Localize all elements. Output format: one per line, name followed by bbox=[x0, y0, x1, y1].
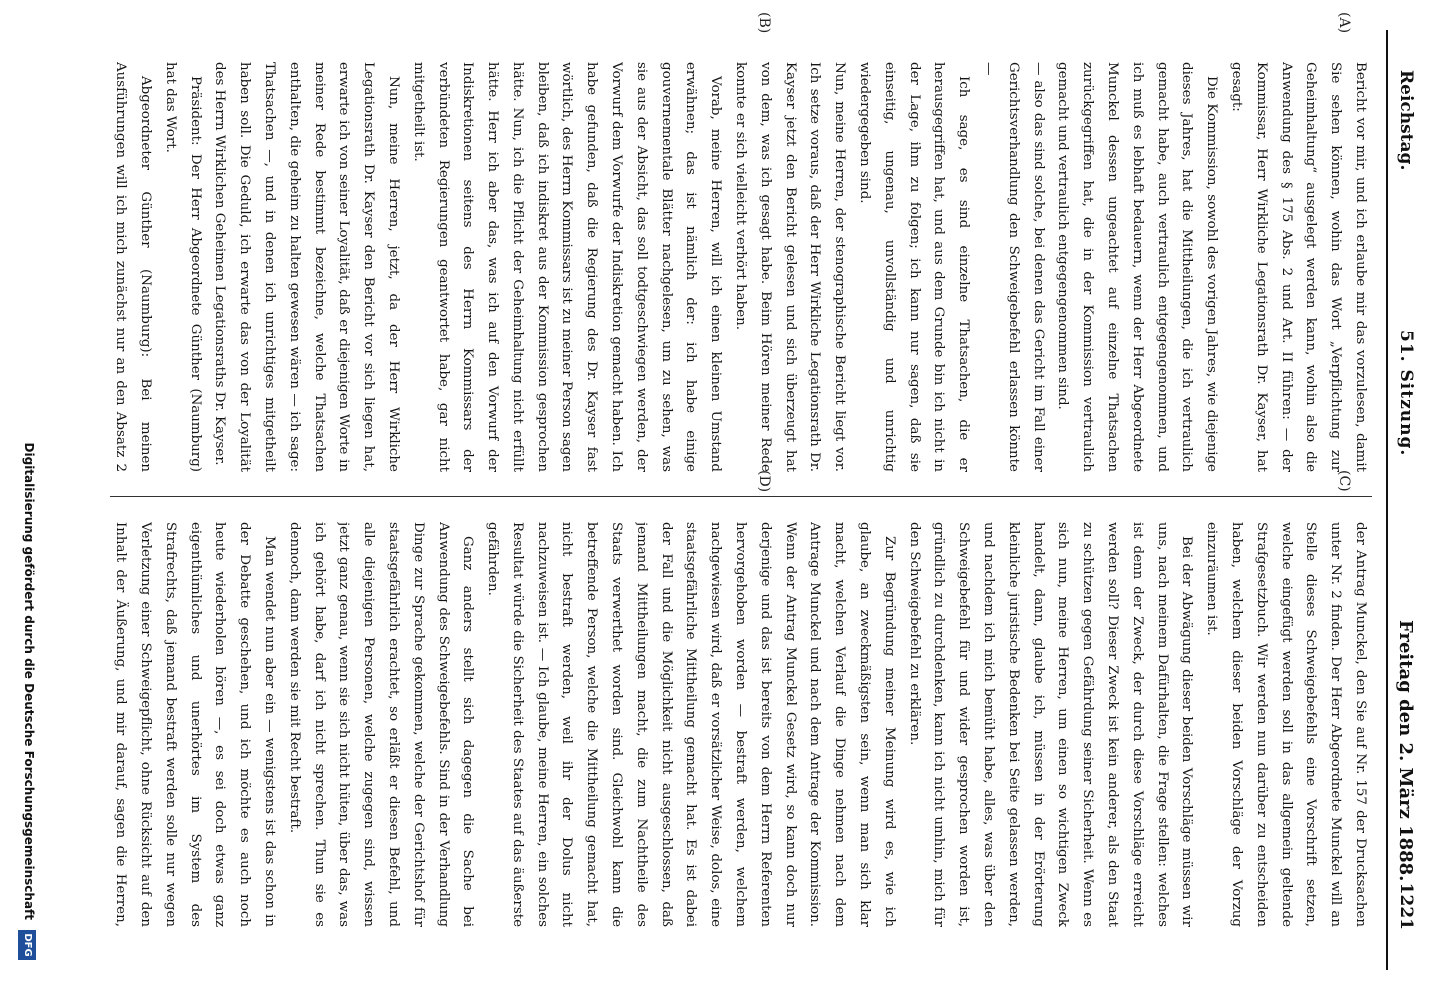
paragraph: Man wendet nun aber ein — wenigstens ist das schon in der Debatte geschehen, und ich möchte es auch noch heute wiederholen hören —, es sei doch etwas ganz eigenthümliches und unerhörtes im System des Strafrechts, daß jemand bestraft werden solle nur wegen Verletzung einer Schweigepflicht, ohne Rücksicht auf den Inhalt der Äußerung, und mir darauf, sagen die Herren, bbox=[113, 522, 277, 927]
paragraph: Bericht vor mir, und ich erlaube mir das vorzulesen, damit Sie sehen können, wohin das Wort „Verpflichtung zur Geheimhaltung“ ausgelegt werden kann, wohin also die Anwendung des § 175 Abs. 2 und Art. II führen: — der Kommissar, Herr Wirkliche Legationsrath Dr. Kayser, hat gesagt: bbox=[1229, 62, 1368, 472]
column-divider bbox=[110, 496, 1372, 497]
speaker-paragraph: Abgeordneter Günther (Naumburg): Bei meinen Ausführungen will ich mich zunächst nur an den Absatz 2 bbox=[113, 62, 153, 472]
margin-letter-d: (D) bbox=[756, 470, 772, 493]
paragraph: Bei der Abwägung dieser beiden Vorschläge müssen wir uns, nach meinem Dafürhalten, die Frage stellen: welches ist denn der Zweck, der durch diese Vorschläge erreicht werden soll? Dieser Zweck ist kein anderer, als den Staat zu schützen gegen Gefährdung seiner Sicherheit. Wenn es sich nun, meine Herren, um einen so wichtigen Zweck handelt, dann, glaube ich, müssen in der Erörterung kleinliche juristische Bedenken bei Seite gelassen werden, und nachdem ich mich bemüht habe, alles, was über den Schweigebefehl für und wider gesprochen worden ist, gründlich zu durchdenken, kann ich nicht umhin, mich für den Schweigebefehl zu erklären. bbox=[906, 522, 1195, 927]
paragraph: Vorab, meine Herren, will ich einen kleinen Umstand erwähnen; das ist nämlich der: ich habe einige gouvernementale Blätter nachgelesen, um zu sehen, was sie aus der Absicht, das soll todtgeschwiegen werden, der Vorwurf dem Vorwurfe der Indiskretion gemacht haben. Ich habe gefunden, daß die Regierung des Dr. Kayser fast wörtlich, des Herrn Kommissars ist zu meiner Person sagen bleiben, daß ich indiskret aus der Kommission gesprochen hätte. Nun, ich die Pflicht der Geheimhaltung nicht erfüllt hätte. Herr ich aber das, was ich auf den Vorwurf der Indiskretionen seitens des Herrn Kommissars der verbündeten Regierungen geantwortet habe, gar nicht mitgetheilt ist. bbox=[410, 62, 724, 472]
left-text-column bbox=[110, 62, 1372, 472]
digitization-credit: Digitalisierung gefördert durch die Deutsche Forschungsgemeinschaft bbox=[22, 442, 36, 920]
margin-letter-c: (C) bbox=[1336, 470, 1352, 492]
margin-letter-b: (B) bbox=[756, 12, 772, 34]
paragraph: — also das sind solche, bei denen das Gericht im Fall einer Gerichtsverhandlung den Schweigebefehl erlassen könnte — bbox=[981, 62, 1046, 472]
margin-letter-a: (A) bbox=[1336, 12, 1352, 34]
speaker-paragraph: Präsident: Der Herr Abgeordnete Günther (Naumburg) hat das Wort. bbox=[162, 62, 203, 472]
session-date: Freitag den 2. März 1888. bbox=[1395, 620, 1416, 882]
paragraph: der Antrag Munckel, den Sie auf Nr. 157 der Drucksachen unter Nr. 2 finden. Der Herr Abgeordnete Munckel will an Stelle dieses Schweigebefehls eine Vorschrift setzen, welche eingefügt werden soll in das allgemein geltende Strafgesetzbuch. Wir werden nun darüber zu entscheiden haben, welchem dieser beiden Vorschläge der Vorzug einzuräumen ist. bbox=[1204, 522, 1368, 927]
page-header bbox=[1386, 30, 1422, 970]
right-text-column bbox=[110, 522, 1372, 927]
paragraph: Nun, meine Herren, der stenographische Bericht liegt vor. Ich setze voraus, daß der Herr Wirkliche Legationsrath Dr. Kayser jetzt den Bericht gelesen und sich überzeugt hat von dem, was ich gesagt habe. Beim Hören meiner Rede konnte er sich vielleicht verhört haben. bbox=[733, 62, 848, 472]
publication-title: Reichstag. bbox=[1396, 70, 1416, 171]
quoted-paragraph: Ich sage, es sind einzelne Thatsachen, die er herausgegriffen hat, und aus dem Grunde bin ich nicht in der Lage, ihm zu folgen; ich kann nur sagen, daß sie einseitig, ungenau, unvollständig und unrichtig wiedergegeben sind. bbox=[857, 62, 972, 472]
dfg-logo: DFG bbox=[18, 930, 36, 960]
page-footer bbox=[14, 60, 54, 960]
paragraph: Ganz anders stellt sich dagegen die Sache bei Anwendung des Schweigebefehls. Sind in der Verhandlung Dinge zur Sprache gekommen, welche der Gerichtshof für staatsgefährlich erachtet, so erläßt er diesen Befehl, und alle diejenigen Personen, welche zugegen sind, wissen jetzt ganz genau, wenn sie sich nicht hüten, über das, was ich gehört habe, darf ich nicht sprechen. Thun sie es dennoch, dann werden sie mit Recht bestraft. bbox=[286, 522, 476, 927]
quoted-paragraph: Die Kommission, sowohl des vorigen Jahres, wie diejenige dieses Jahres, hat die Mittheilungen, die ich vertraulich gemacht habe, auch vertraulich entgegengenommen, und ich muß es lebhaft bedauern, wenn der Herr Abgeordnete Munckel dessen ungeachtet auf einzelne Thatsachen zurückgegriffen hat, die in der Kommission vertraulich gemacht und vertraulich entgegengenommen sind. bbox=[1055, 62, 1220, 472]
page-number: 1221 bbox=[1396, 882, 1416, 930]
session-label: 51. Sitzung. bbox=[1396, 330, 1416, 457]
paragraph: Nun, meine Herren, jetzt, da der Herr Wirkliche Legationsrath Dr. Kayser den Bericht vor sich liegen hat, erwarte ich von seiner Loyalität, daß er diejenigen Worte in meiner Rede bestimmt bezeichne, welche Thatsachen enthalten, die geheim zu halten gewesen wären — ich sage: Thatsachen —, und in denen ich unrichtiges mitgetheilt haben soll. Die Geduld, ich erwarte das von der Loyalität des Herrn Wirklichen Geheimen Legationsraths Dr. Kayser. bbox=[212, 62, 401, 472]
paragraph: Zur Begründung meiner Meinung wird es, wie ich glaube, an zweckmäßigsten sein, wenn man sich klar macht, welchen Verlauf die Dinge nehmen nach dem Antrage Munckel und nach dem Antrage der Kommission. Wenn der Antrag Munckel Gesetz wird, so kann doch nur derjenige und das ist bereits von dem Herrn Referenten hervorgehoben worden — bestraft werden, welchem nachgewiesen wird, daß er vorsätzlicher Weise, dolos, eine staatsgefährliche Mittheilung gemacht hat. Es ist dabei der Fall und die Möglichkeit nicht ausgeschlossen, daß jemand Mittheilungen macht, die zum Nachtheile des Staats verwerthet worden sind. Gleichwohl kann die betreffende Person, welche die Mittheilung gemacht hat, nicht bestraft werden, weil ihr der Dolus nicht nachzuweisen ist. — Ich glaube, meine Herren, ein solches Resultat würde die Sicherheit des Staates auf das äußerste gefährden. bbox=[485, 522, 897, 927]
